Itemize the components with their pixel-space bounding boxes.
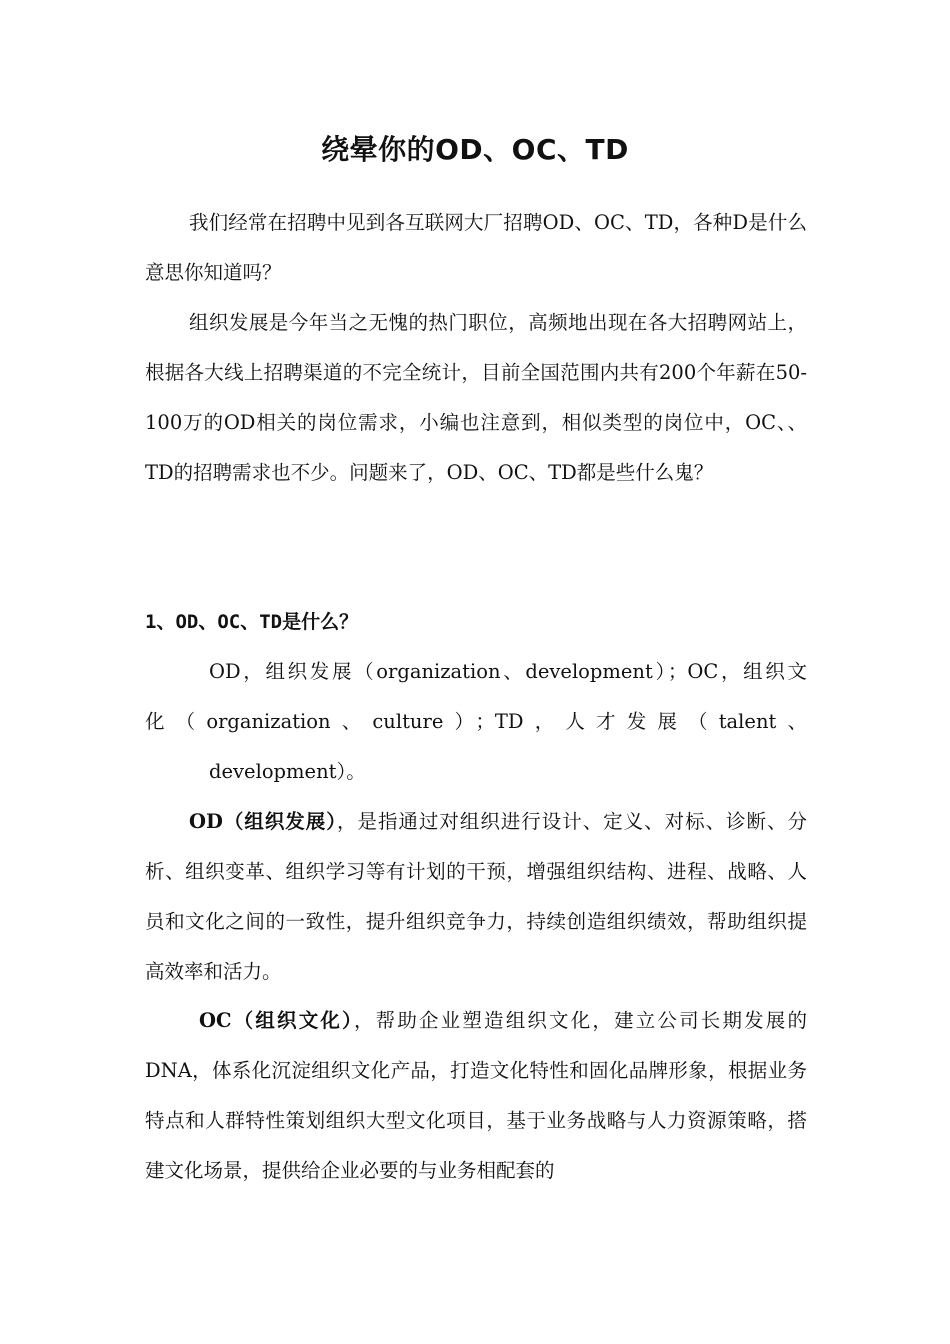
intro-paragraph: 我们经常在招聘中见到各互联网大厂招聘OD、OC、TD，各种D是什么意思你知道吗？ — [145, 211, 807, 284]
background-paragraph: 组织发展是今年当之无愧的热门职位，高频地出现在各大招聘网站上，根据各大线上招聘渠道的不完全统计，目前全国范围内共有200个年薪在50-100万的OD相关的岗位需求，小编也注意到，相似类型的岗位中，OC、、TD的招聘需求也不少。问题来了，OD、OC、TD都是些什么鬼？ — [145, 311, 807, 484]
definitions-line-2: 化（organization、culture）；TD，人才发展（talent、 — [145, 710, 807, 733]
definitions-line-3: development）。 — [209, 760, 366, 783]
definitions-paragraph — [145, 647, 807, 797]
definitions-line-1: OD，组织发展（organization、development）；OC，组织文 — [209, 660, 807, 683]
oc-paragraph — [145, 996, 807, 1196]
oc-term: OC（组织文化） — [199, 1009, 354, 1032]
od-term: OD（组织发展） — [189, 810, 337, 833]
section-heading: 1、OD、OC、TD是什么？ — [145, 611, 359, 633]
oc-text: ，帮助企业塑造组织文化，建立公司长期发展的DNA，体系化沉淀组织文化产品，打造文化特性和固化品牌形象，根据业务特点和人群特性策划组织大型文化项目，基于业务战略与人力资源策略，搭建文化场景，提供给企业必要的与业务相配套的 — [145, 1009, 807, 1182]
document-title: 绕晕你的OD、OC、TD — [321, 133, 629, 166]
od-text: ，是指通过对组织进行设计、定义、对标、诊断、分析、组织变革、组织学习等有计划的干预，增强组织结构、进程、战略、人员和文化之间的一致性，提升组织竞争力，持续创造组织绩效，帮助组织提高效率和活力。 — [145, 810, 807, 983]
od-paragraph — [145, 797, 807, 997]
